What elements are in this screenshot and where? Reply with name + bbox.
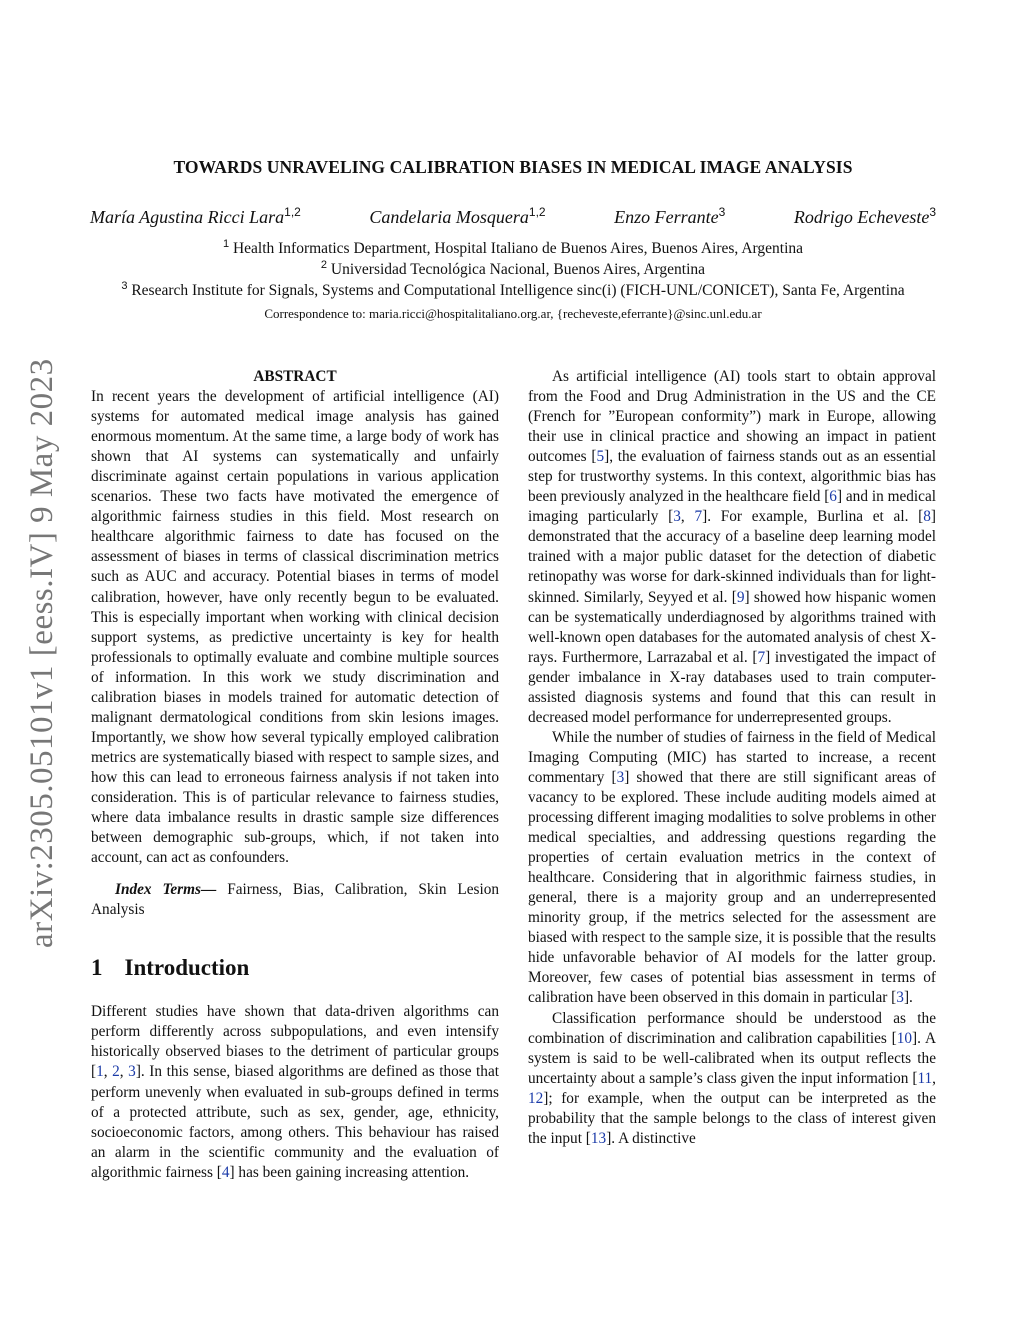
citation-link[interactable]: 3	[128, 1063, 136, 1081]
citation-link[interactable]: 12	[528, 1089, 544, 1107]
citation-link[interactable]: 9	[736, 588, 745, 606]
affiliation-3: $^3$ Research Institute for Signals, Systems and Computational Intelligence sinc(i) (FICH-UNL/CONICET), Santa Fe, Argentina	[121, 280, 905, 300]
citation-link[interactable]: 8	[923, 508, 931, 526]
citation-link[interactable]: 7	[694, 508, 703, 526]
citation-link[interactable]: 11	[917, 1069, 933, 1087]
citation-link[interactable]: 7	[757, 648, 766, 666]
author-1: María Agustina Ricci Lara$^{1,2}$	[90, 205, 301, 227]
author-3: Enzo Ferrante$^3$	[614, 205, 726, 227]
intro-paragraph-1: Different studies have shown that data-driven algorithms can perform differently across subpopulations, and even intensify historically observed biases to the detriment of particular groups [1, 2, 3]. In this sense, biased algorithms are defined as those that perform unevenly when evaluated in sub-groups defined in terms of a protected attribute, such as sex, gender, age, ethnicity, socioeconomic factors, among others. This behaviour has raised an alarm in the scientific community and the evaluation of algorithmic fairness [4] has been gaining increasing attention.	[91, 1003, 499, 1181]
paper-title: TOWARDS UNRAVELING CALIBRATION BIASES IN MEDICAL IMAGE ANALYSIS	[173, 157, 853, 177]
citation-link[interactable]: 3	[673, 508, 681, 526]
arxiv-identifier: arXiv:2305.05101v1 [eess.IV] 9 May 2023	[24, 358, 60, 948]
section-heading-introduction: 1 Introduction	[91, 955, 250, 981]
citation-link[interactable]: 4	[221, 1163, 230, 1181]
citation-link[interactable]: 3	[896, 989, 904, 1007]
citation-link[interactable]: 13	[590, 1129, 607, 1147]
author-2: Candelaria Mosquera$^{1,2}$	[369, 205, 546, 227]
affiliation-2: $^2$ Universidad Tecnológica Nacional, Buenos Aires, Argentina	[320, 259, 706, 279]
author-4: Rodrigo Echeveste$^3$	[793, 205, 936, 227]
citation-link[interactable]: 5	[596, 448, 605, 466]
correspondence: Correspondence to: maria.ricci@hospitalitaliano.org.ar, {recheveste,eferrante}@sinc.unl.edu.ar	[264, 306, 762, 321]
abstract-text: In recent years the development of artificial intelligence (AI) systems for automated medical image analysis has gained enormous momentum. At the same time, a large body of work has shown that AI systems can systematically and unfairly discriminate against certain populations in various application scenarios. These two facts have motivated the emergence of algorithmic fairness studies in this field. Most research on healthcare algorithmic fairness to date has focused on the assessment of biases in terms of classical discrimination metrics such as AUC and accuracy. Potential biases in terms of model calibration, however, have only recently begun to be evaluated. This is especially important when working with clinical decision support systems, as predictive uncertainty is key for health professionals to optimally evaluate and combine multiple sources of information. In this work we study discrimination and calibration biases in models trained for automatic detection of malignant dermatological conditions from skin lesions images. Importantly, we show how several typically employed calibration metrics are systematically biased with respect to sample sizes, and how this can lead to erroneous fairness analysis if not taken into consideration. This is of particular relevance to fairness studies, where data imbalance results in drastic sample size differences between demographic sub-groups, which, if not taken into account, can act as confounders.	[91, 388, 499, 867]
citation-link[interactable]: 2	[112, 1063, 120, 1081]
affiliation-1: $^1$ Health Informatics Department, Hospital Italiano de Buenos Aires, Buenos Aires, Argentina	[222, 238, 804, 258]
citation-link[interactable]: 3	[616, 768, 625, 786]
intro-paragraph-3: While the number of studies of fairness in the field of Medical Imaging Computing (MIC) has started to increase, a recent commentary [3] showed that there are still significant areas of vacancy to be explored. These include auditing models aimed at processing different imaging modalities to solve problems in other medical specialties, and addressing questions regarding the properties of certain evaluation metrics in the context of healthcare. Considering that in algorithmic fairness studies, in general, there is a majority group and an underrepresented minority group, if the metrics selected for the assessment are biased with respect to the sample size, it is possible that the results hide unfavorable behavior of AI models for the latter group. Moreover, few cases of potential bias assessment in terms of calibration have been observed in this domain in particular [3].	[528, 728, 936, 1007]
abstract-heading: ABSTRACT	[253, 368, 337, 385]
citation-link[interactable]: 1	[96, 1063, 104, 1081]
intro-paragraph-4: Classification performance should be understood as the combination of discrimination and calibration capabilities [10]. A system is said to be well-calibrated when its output reflects the uncertainty about a sample’s class given the input information [11, 12]; for example, when the output can be interpreted as the probability that the sample belongs to the class of interest given the input [13]. A distinctive	[528, 1009, 936, 1147]
intro-paragraph-2: As artificial intelligence (AI) tools start to obtain approval from the Food and Drug Administration in the US and the CE (French for ”European conformity”) mark in Europe, allowing their use in clinical practice and showing an impact in patient outcomes [5], the evaluation of fairness stands out as an essential step for trustworthy systems. In this context, algorithmic bias has been previously analyzed in the healthcare field [6] and in medical imaging particularly [3, 7]. For example, Burlina et al. [8] demonstrated that the accuracy of a baseline deep learning model trained with a major public dataset for the detection of diabetic retinopathy was worse for dark-skinned individuals than for light-skinned. Similarly, Seyyed et al. [9] showed how hispanic women can be systematically underdiagnosed by algorithms trained with well-known open databases for the automated analysis of chest X-rays. Furthermore, Larrazabal et al. [7] investigated the impact of gender imbalance in X-ray databases used to train computer-assisted diagnosis systems and found that this can result in decreased model performance for underrepresented groups.	[528, 368, 937, 726]
author-list	[90, 205, 936, 228]
left-column	[91, 367, 499, 1183]
citation-link[interactable]: 6	[829, 488, 837, 506]
right-column	[528, 367, 936, 1149]
index-terms: Index Terms— Fairness, Bias, Calibration, Skin Lesion Analysis	[91, 881, 500, 919]
citation-link[interactable]: 10	[896, 1029, 913, 1047]
